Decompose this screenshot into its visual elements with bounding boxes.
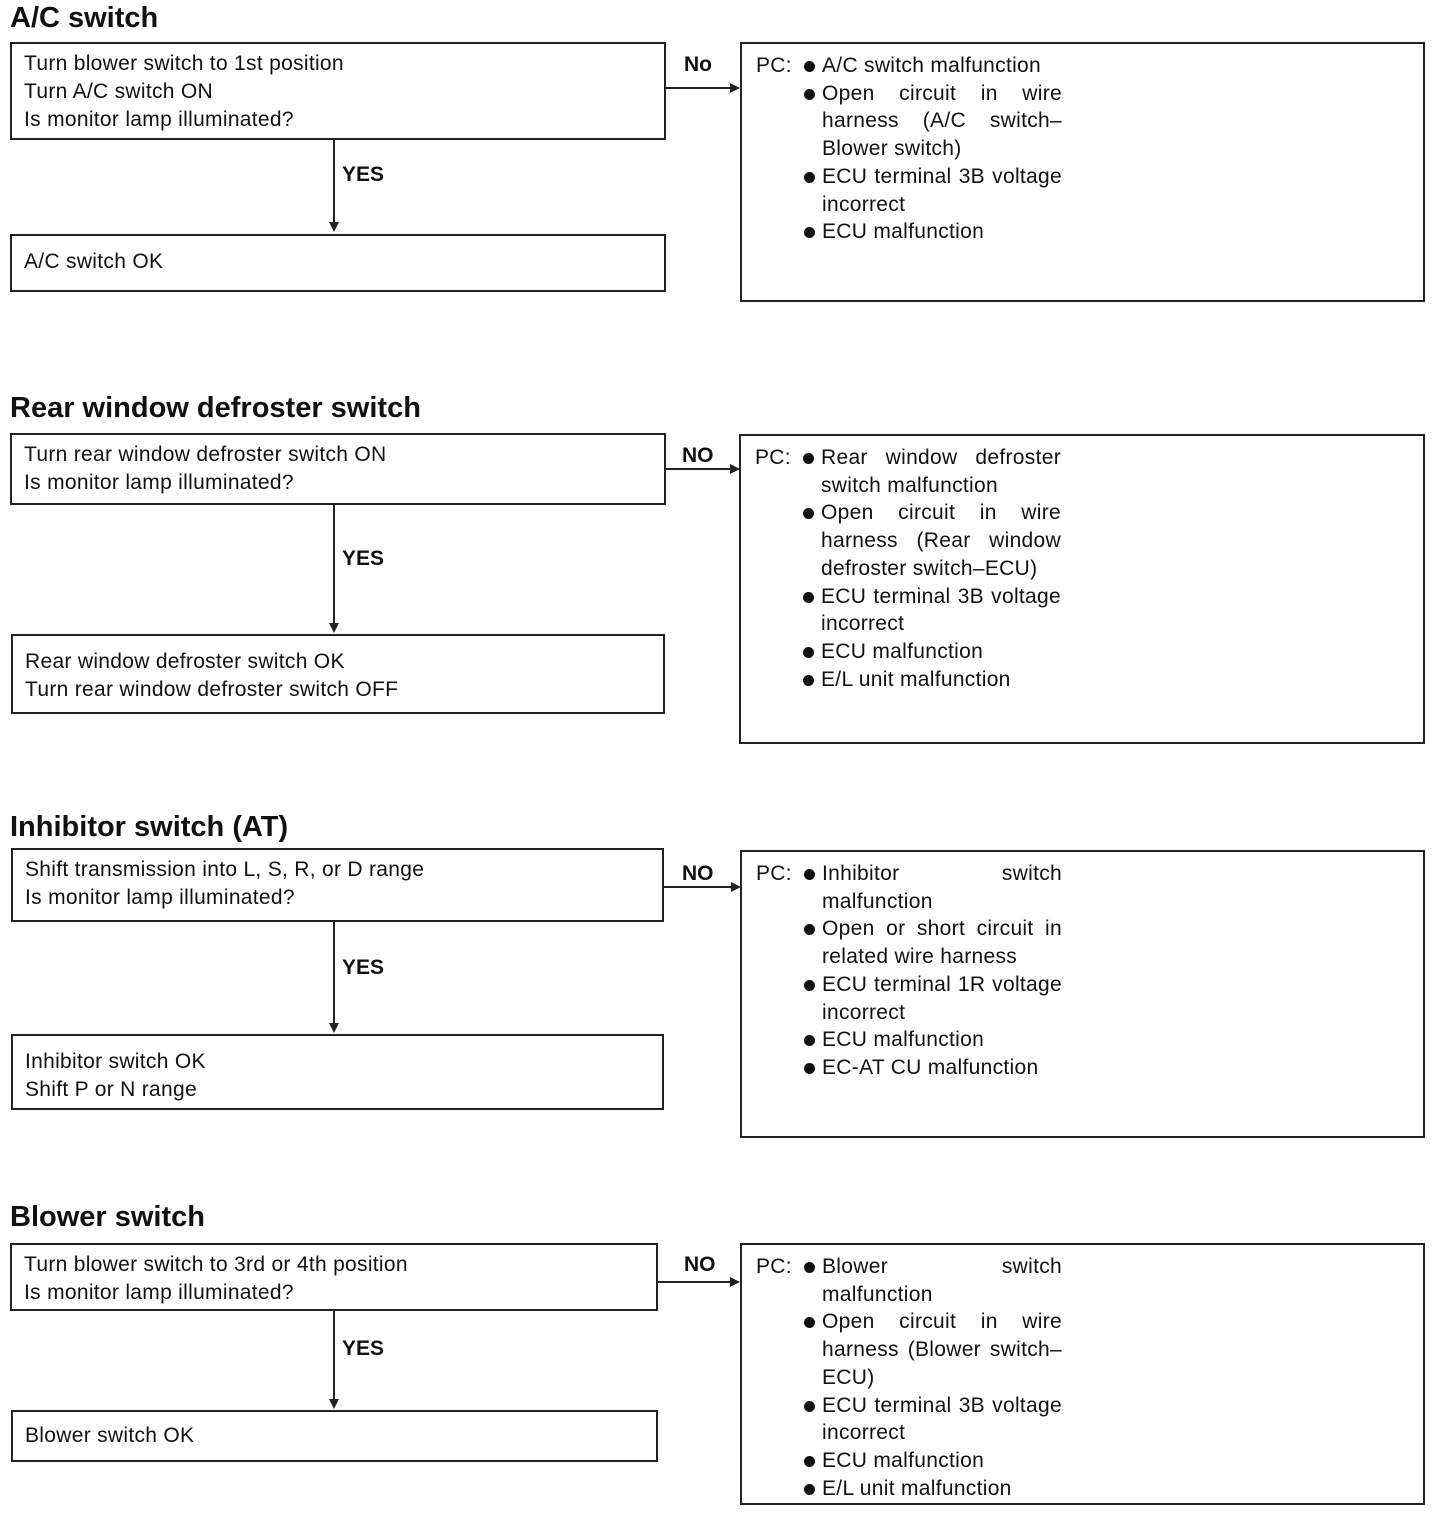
section-title-ac-switch: A/C switch (10, 2, 159, 34)
pc-label: PC: (756, 1255, 792, 1278)
arrow-down-icon (329, 1399, 339, 1409)
question-line: Turn A/C switch ON (24, 80, 213, 103)
cause-item: Rear window defroster switch malfunction (801, 444, 1061, 499)
cause-item: Inhibitor switch malfunction (802, 860, 1062, 915)
bullet-icon (804, 1484, 815, 1495)
bullet-icon (804, 1456, 815, 1467)
bullet-icon (804, 227, 815, 238)
yes-connector (333, 922, 335, 1023)
cause-list (802, 860, 1062, 1082)
question-line: Turn rear window defroster switch ON (24, 443, 387, 466)
arrow-down-icon (329, 222, 339, 232)
bullet-icon (803, 453, 814, 464)
result-line: Inhibitor switch OK (25, 1050, 206, 1073)
yes-label: YES (342, 163, 385, 186)
cause-item: Open circuit in wire harness (Blower switch–ECU) (802, 1308, 1062, 1391)
bullet-icon (804, 61, 815, 72)
bullet-icon (803, 508, 814, 519)
cause-item: ECU terminal 3B voltage incorrect (802, 1392, 1062, 1447)
bullet-icon (803, 675, 814, 686)
ac-ok-box (10, 234, 666, 292)
bullet-icon (804, 869, 815, 880)
arrow-right-icon (730, 1277, 740, 1287)
no-connector (666, 87, 730, 89)
yes-label: YES (342, 1337, 385, 1360)
cause-list (802, 1253, 1062, 1502)
cause-item: ECU terminal 3B voltage incorrect (801, 583, 1061, 638)
bullet-icon (804, 1317, 815, 1328)
question-line: Turn blower switch to 3rd or 4th position (24, 1253, 408, 1276)
bullet-icon (804, 89, 815, 100)
bullet-icon (804, 1035, 815, 1046)
cause-item: Open or short circuit in related wire harness (802, 915, 1062, 970)
cause-item: Open circuit in wire harness (A/C switch–Blower switch) (802, 80, 1062, 163)
bullet-icon (803, 647, 814, 658)
bullet-icon (804, 1063, 815, 1074)
inhibitor-possible-causes-box (740, 850, 1425, 1138)
section-title-inhibitor-switch: Inhibitor switch (AT) (10, 811, 289, 843)
no-label: NO (684, 1253, 716, 1276)
yes-connector (333, 140, 335, 222)
question-line: Is monitor lamp illuminated? (24, 108, 294, 131)
bullet-icon (804, 1262, 815, 1273)
inhibitor-question-box (11, 848, 664, 922)
result-line: Rear window defroster switch OK (25, 650, 345, 673)
cause-item: ECU malfunction (801, 638, 1061, 666)
arrow-down-icon (329, 1023, 339, 1033)
bullet-icon (804, 1401, 815, 1412)
result-line: Shift P or N range (25, 1078, 197, 1101)
question-line: Turn blower switch to 1st position (24, 52, 344, 75)
bullet-icon (804, 980, 815, 991)
cause-item: ECU malfunction (802, 218, 1062, 246)
result-line: Turn rear window defroster switch OFF (25, 678, 399, 701)
bullet-icon (804, 172, 815, 183)
yes-connector (333, 1311, 335, 1399)
bullet-icon (804, 924, 815, 935)
cause-item: ECU malfunction (802, 1026, 1062, 1054)
yes-connector (333, 505, 335, 623)
pc-label: PC: (755, 446, 791, 469)
arrow-right-icon (730, 83, 740, 93)
result-line: Blower switch OK (25, 1424, 195, 1447)
pc-label: PC: (756, 54, 792, 77)
section-title-rear-defroster: Rear window defroster switch (10, 392, 421, 424)
result-line: A/C switch OK (24, 250, 164, 273)
cause-item: ECU terminal 3B voltage incorrect (802, 163, 1062, 218)
ac-possible-causes-box (740, 42, 1425, 302)
cause-item: EC-AT CU malfunction (802, 1054, 1062, 1082)
no-connector (664, 886, 731, 888)
cause-list (802, 52, 1062, 246)
no-label: No (684, 53, 712, 76)
ac-question-box (10, 42, 666, 140)
cause-item: E/L unit malfunction (801, 666, 1061, 694)
defroster-possible-causes-box (739, 434, 1425, 744)
question-line: Is monitor lamp illuminated? (24, 471, 294, 494)
cause-item: Open circuit in wire harness (Rear window defroster switch–ECU) (801, 499, 1061, 582)
yes-label: YES (342, 547, 385, 570)
blower-question-box (10, 1243, 658, 1311)
no-label: NO (682, 444, 714, 467)
blower-ok-box (11, 1410, 658, 1462)
bullet-icon (803, 592, 814, 603)
cause-item: ECU terminal 1R voltage incorrect (802, 971, 1062, 1026)
no-connector (666, 468, 730, 470)
no-connector (658, 1281, 730, 1283)
cause-item: E/L unit malfunction (802, 1475, 1062, 1503)
cause-list (801, 444, 1061, 693)
cause-item: Blower switch malfunction (802, 1253, 1062, 1308)
section-title-blower-switch: Blower switch (10, 1201, 205, 1233)
defroster-ok-box (11, 634, 665, 714)
no-label: NO (682, 862, 714, 885)
cause-item: A/C switch malfunction (802, 52, 1062, 80)
cause-item: ECU malfunction (802, 1447, 1062, 1475)
yes-label: YES (342, 956, 385, 979)
question-line: Shift transmission into L, S, R, or D range (25, 858, 425, 881)
defroster-question-box (10, 433, 666, 505)
inhibitor-ok-box (11, 1034, 664, 1110)
question-line: Is monitor lamp illuminated? (25, 886, 295, 909)
blower-possible-causes-box (740, 1243, 1425, 1505)
question-line: Is monitor lamp illuminated? (24, 1281, 294, 1304)
arrow-down-icon (329, 623, 339, 633)
pc-label: PC: (756, 862, 792, 885)
